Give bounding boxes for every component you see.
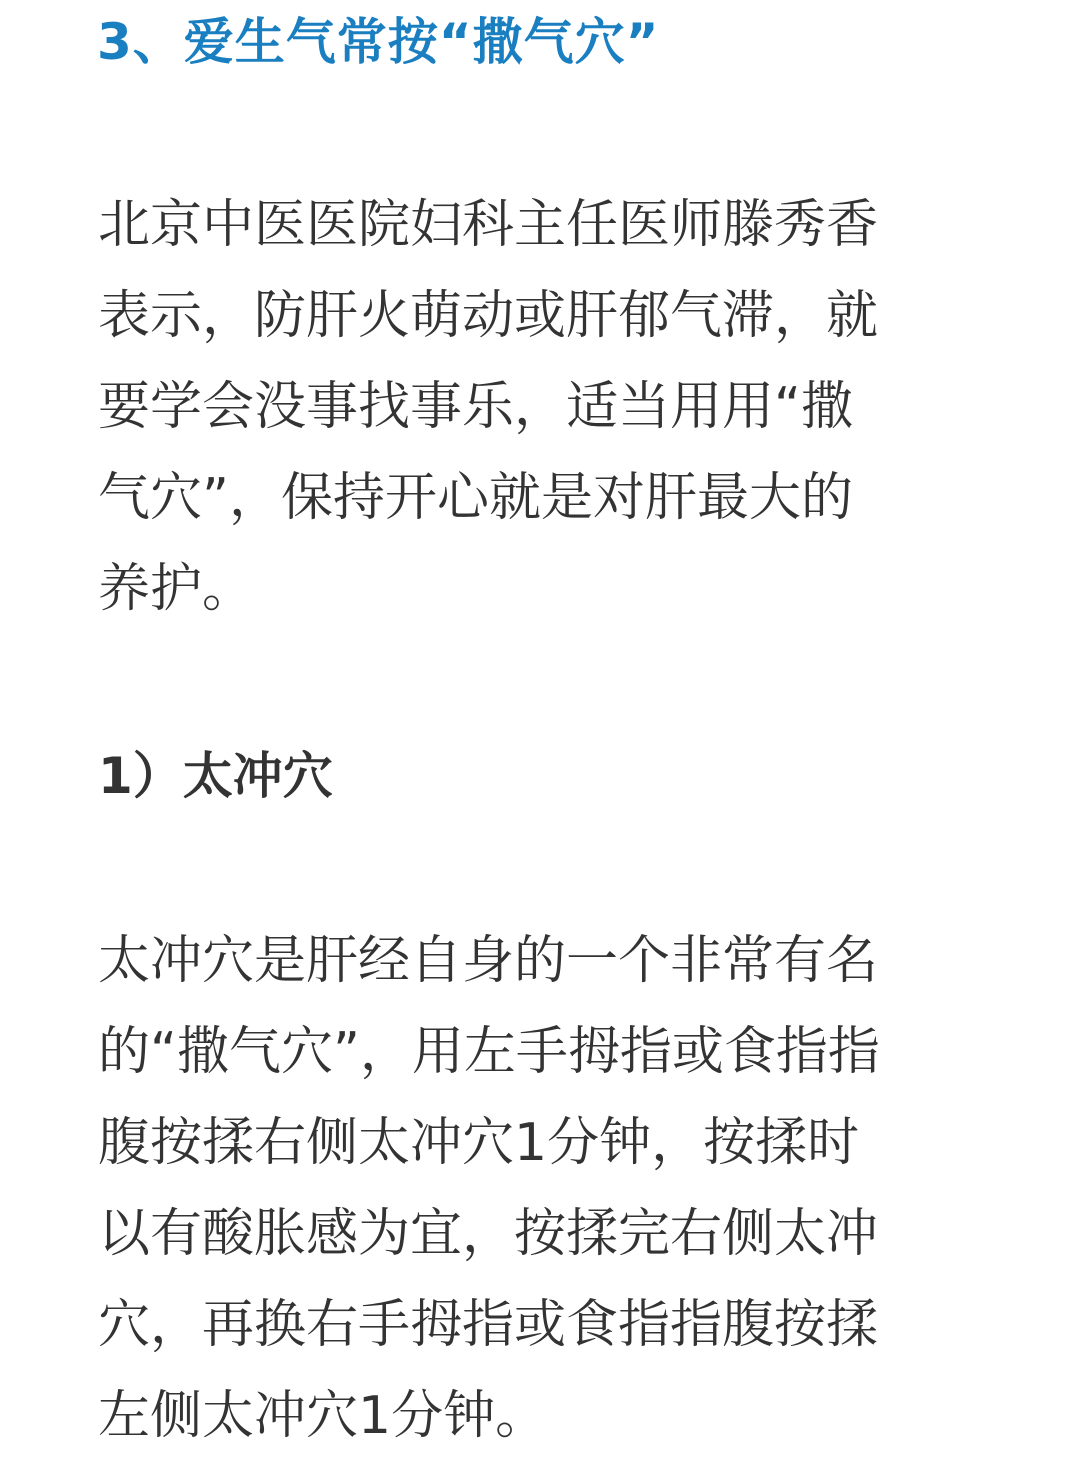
paragraph-line: 要学会没事找事乐，适当用用“撒 xyxy=(98,377,853,437)
paragraph-line: 气穴”，保持开心就是对肝最大的 xyxy=(98,468,853,528)
intro-paragraph xyxy=(98,180,988,635)
paragraph-line: 左侧太冲穴1分钟。 xyxy=(98,1386,548,1446)
paragraph-line: 腹按揉右侧太冲穴1分钟，按揉时 xyxy=(98,1113,860,1173)
subsection-title: 1）太冲穴 xyxy=(98,747,333,805)
paragraph-line: 的“撒气穴”，用左手拇指或食指指 xyxy=(98,1022,880,1082)
paragraph-line: 养护。 xyxy=(98,559,255,619)
paragraph-line: 北京中医医院妇科主任医师滕秀香 xyxy=(98,195,879,255)
paragraph-line: 太冲穴是肝经自身的一个非常有名 xyxy=(98,931,879,991)
body-paragraph xyxy=(98,916,988,1462)
paragraph-line: 穴，再换右手拇指或食指指腹按揉 xyxy=(98,1295,879,1355)
paragraph-line: 表示，防肝火萌动或肝郁气滞，就 xyxy=(98,286,879,346)
paragraph-line: 以有酸胀感为宜，按揉完右侧太冲 xyxy=(98,1204,879,1264)
section-title: 3、爱生气常按“撒气穴” xyxy=(97,13,660,71)
